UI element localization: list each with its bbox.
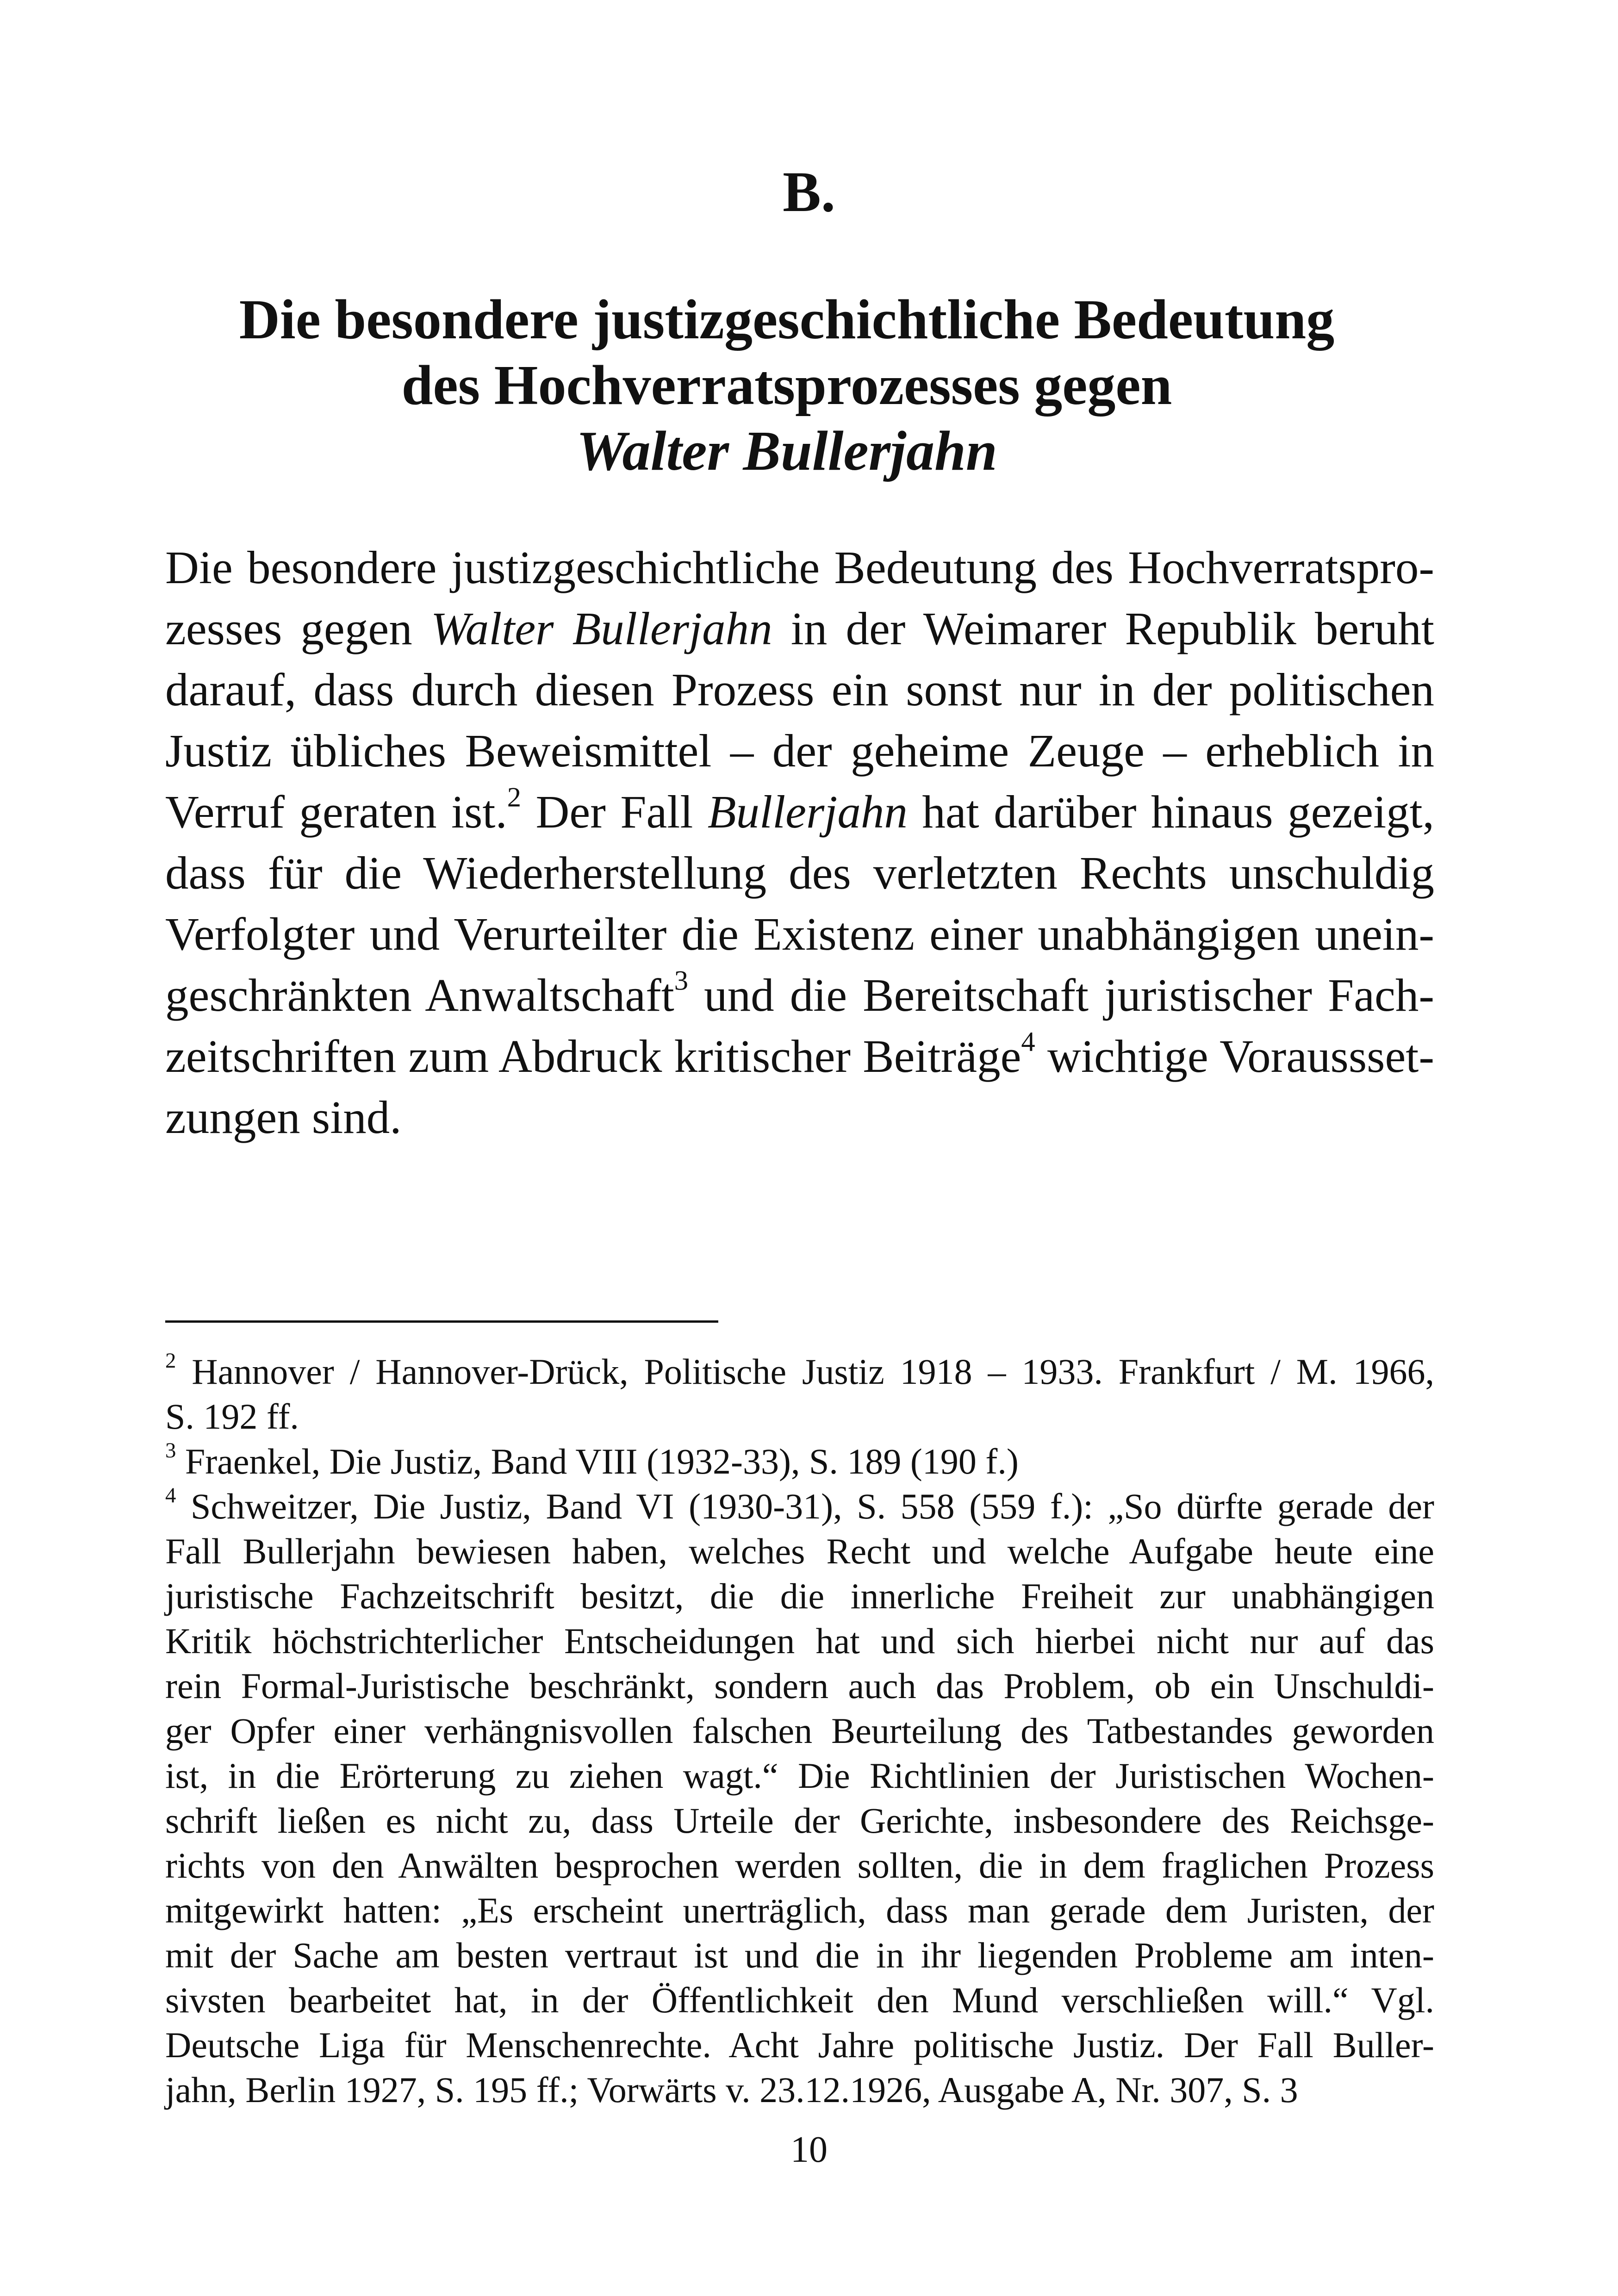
- body-line: zeitschriften zum Abdruck kritischer Beiträge$^4$ wichtige Voraussset-: [165, 1026, 1434, 1082]
- footnote-line: richts von den Anwälten besprochen werden sollten, die in dem fraglichen Prozess: [165, 1845, 1434, 1885]
- footnote-separator: [165, 1320, 718, 1323]
- footnote-line: Deutsche Liga für Menschenrechte. Acht Jahre politische Justiz. Der Fall Buller-: [165, 2025, 1434, 2065]
- footnote-number: 3: [165, 1438, 176, 1462]
- footnote-ref: 2: [507, 782, 522, 813]
- body-line: Die besondere justizgeschichtliche Bedeutung des Hochverratspro-: [165, 541, 1434, 593]
- footnote-3: $^3$ Fraenkel, Die Justiz, Band VIII (1932-33), S. 189 (190 f.): [165, 1438, 1019, 1481]
- footnote-line: juristische Fachzeitschrift besitzt, die die innerliche Freiheit zur unabhängigen: [165, 1576, 1434, 1616]
- body-line: geschränkten Anwaltschaft$^3$ und die Bereitschaft juristischer Fach-: [165, 965, 1434, 1021]
- body-line: Verfolgter und Verurteilter die Existenz einer unabhängigen unein-: [165, 908, 1434, 960]
- footnote-line: Fall Bullerjahn bewiesen haben, welches Recht und welche Aufgabe heute eine: [165, 1531, 1434, 1571]
- chapter-title-line-1: Die besondere justizgeschichtliche Bedeutung: [239, 288, 1335, 351]
- footnote-line: mit der Sache am besten vertraut ist und die in ihr liegenden Probleme am inten-: [165, 1935, 1434, 1975]
- chapter-title-line-2: des Hochverratsprozesses gegen: [401, 354, 1172, 417]
- body-line: dass für die Wiederherstellung des verletzten Rechts unschuldig: [165, 847, 1434, 899]
- footnotes: [165, 1349, 1434, 2112]
- page-number: 10: [790, 2129, 828, 2170]
- footnote-line: Kritik höchstrichterlicher Entscheidungen hat und sich hierbei nicht nur auf das: [165, 1621, 1434, 1661]
- footnote-2-cont: S. 192 ff.: [165, 1396, 299, 1437]
- chapter-title-line-3: Walter Bullerjahn: [576, 420, 997, 482]
- footnote-line: schrift ließen es nicht zu, dass Urteile der Gerichte, insbesondere des Reichsge-: [165, 1800, 1434, 1841]
- footnote-ref: 3: [674, 965, 689, 996]
- footnote-4: $^4$ Schweitzer, Die Justiz, Band VI (1930-31), S. 558 (559 f.): „So dürfte gerade der: [165, 1483, 1434, 1526]
- section-letter: B.: [783, 160, 835, 224]
- footnote-ref: 4: [1021, 1026, 1035, 1058]
- person-name: Bullerjahn: [707, 786, 908, 838]
- footnote-line: ist, in die Erörterung zu ziehen wagt.“ Die Richtlinien der Juristischen Wochen-: [165, 1755, 1434, 1796]
- footnote-line: jahn, Berlin 1927, S. 195 ff.; Vorwärts v. 23.12.1926, Ausgabe A, Nr. 307, S. 3: [165, 2070, 1298, 2110]
- footnote-number: 2: [165, 1348, 176, 1373]
- body-line: darauf, dass durch diesen Prozess ein sonst nur in der politischen: [165, 664, 1434, 716]
- person-name: Walter Bullerjahn: [430, 603, 772, 654]
- footnote-line: rein Formal-Juristische beschränkt, sondern auch das Problem, ob ein Unschuldi-: [165, 1666, 1434, 1706]
- chapter-title: [139, 287, 1435, 484]
- body-line: Verruf geraten ist.$^2$ Der Fall Bullerjahn hat darüber hinaus gezeigt,: [165, 782, 1434, 838]
- footnote-2: $^2$ Hannover / Hannover-Drück, Politische Justiz 1918 – 1933. Frankfurt / M. 1966,: [165, 1348, 1434, 1392]
- footnote-line: ger Opfer einer verhängnisvollen falschen Beurteilung des Tatbestandes geworden: [165, 1711, 1434, 1751]
- body-line: Justiz übliches Beweismittel – der geheime Zeuge – erheblich in: [165, 725, 1434, 777]
- footnote-line: mitgewirkt hatten: „Es erscheint unerträglich, dass man gerade dem Juristen, der: [165, 1890, 1434, 1930]
- body-paragraph: [165, 537, 1434, 1148]
- body-line: zungen sind.: [165, 1091, 402, 1143]
- body-line: zesses gegen Walter Bullerjahn in der Weimarer Republik beruht: [165, 603, 1434, 654]
- footnote-line: sivsten bearbeitet hat, in der Öffentlichkeit den Mund verschließen will.“ Vgl.: [165, 1980, 1434, 2020]
- footnote-number: 4: [165, 1483, 176, 1507]
